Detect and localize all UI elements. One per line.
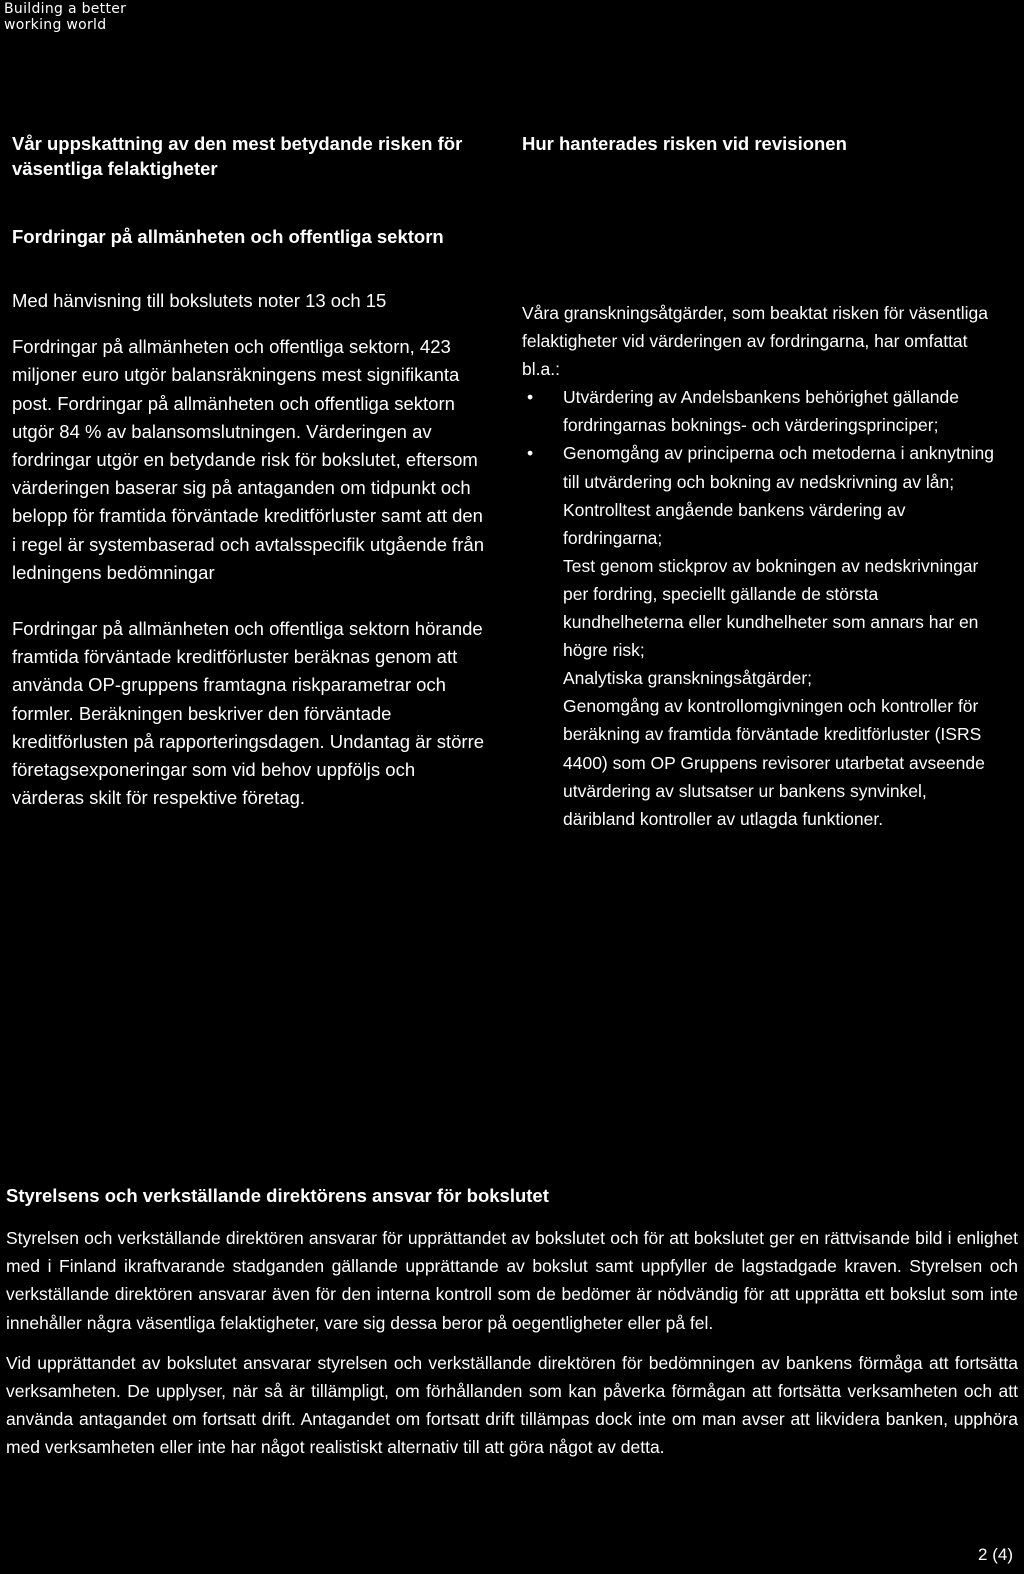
board-paragraph-2: Vid upprättandet av bokslutet ansvarar styrelsen och verkställande direktören för bedömningen av bankens förmåga att fortsätta verksamheten. De upplyser, när så är tillämpligt, om förhållanden som kan påverka förmågan att fortsätta verksamheten och att använda antagandet om fortsatt drift. Antagandet om fortsatt drift tillämpas dock inte om man avser att likvidera banken, upphöra med verksamheten eller inte har något realistiskt alternativ till att göra något av detta.: [6, 1352, 1018, 1458]
board-paragraph-1: Styrelsen och verkställande direktören ansvarar för upprättandet av bokslutet och för att bokslutet ger en rättvisande bild i enlighet med i Finland ikraftvarande stadganden gällande upprättande av bokslut samt uppfyller de lagstadgade kraven. Styrelsen och verkställande direktören ansvarar även för den interna kontroll som de bedömer är nödvändig för att upprätta ett bokslut som inte innehåller några väsentliga felaktigheter, vare sig dessa beror på oegentligheter eller på fel.: [6, 1228, 1018, 1333]
risk-title: Fordringar på allmänheten och offentliga sektorn: [12, 226, 444, 247]
page-number: 2 (4): [978, 1545, 1013, 1564]
audit-procedure-item: Kontrolltest angående bankens värdering av fordringarna;: [563, 499, 906, 548]
section-heading: Styrelsens och verkställande direktörens ansvar för bokslutet: [6, 1185, 549, 1206]
audit-response: [522, 299, 1002, 833]
note-reference: Med hänvisning till bokslutets noter 13 och 15: [12, 290, 387, 311]
right-column-header: Hur hanterades risken vid revisionen: [522, 133, 847, 154]
audit-procedure-item: Test genom stickprov av bokningen av nedskrivningar per fordring, speciellt gällande de största kundhelheterna eller kundhelheter som annars har en högre risk;: [563, 555, 979, 661]
brand-tagline-line1: Building a better: [4, 1, 127, 17]
audit-response-intro: Våra granskningsåtgärder, som beaktat risken för väsentliga felaktigheter vid värderingen av fordringarna, har omfattat bl.a.:: [522, 303, 988, 380]
audit-procedure-item: Analytiska granskningsåtgärder;: [563, 668, 813, 689]
risk-description: [12, 224, 492, 812]
risk-paragraph-1: Fordringar på allmänheten och offentliga sektorn, 423 miljoner euro utgör balansräkningens mest signifikanta post. Fordringar på allmänheten och offentliga sektorn utgör 84 % av balansomslutningen. Värderingen av fordringar utgör en betydande risk för bokslutet, eftersom värderingen baserar sig på antaganden om tidpunkt och belopp för framtida förväntade kreditförluster samt att den i regel är systembaserad och avtalsspecifik utgående från ledningens bedömningar: [12, 336, 485, 583]
audit-procedure-item: • Utvärdering av Andelsbankens behörighet gällande fordringarnas boknings- och värderingsprinciper;: [522, 383, 1002, 439]
brand-tagline: [4, 1, 126, 33]
risk-paragraph-2: Fordringar på allmänheten och offentliga sektorn hörande framtida förväntade kreditförluster beräknas genom att använda OP-gruppens framtagna riskparametrar och formler. Beräkningen beskriver den förväntade kreditförlusten på rapporteringsdagen. Undantag är större företagsexponeringar som vid behov uppföljs och värderas skilt för respektive företag.: [12, 618, 485, 809]
board-responsibility-section: [6, 1183, 1018, 1462]
audit-procedure-item: • Genomgång av principerna och metoderna i anknytning till utvärdering och bokning av nedskrivning av lån;: [522, 439, 1002, 495]
left-column-header: Vår uppskattning av den mest betydande risken för väsentliga felaktigheter: [12, 133, 463, 179]
brand-tagline-line2: working world: [4, 17, 107, 33]
audit-procedures-list: [522, 383, 1002, 833]
audit-procedure-item: Genomgång av kontrollomgivningen och kontroller för beräkning av framtida förväntade kreditförluster (ISRS 4400) som OP Gruppens revisorer utarbetat avseende utvärdering av slutsatser ur bankens synvinkel, däribland kontroller av utlagda funktioner.: [563, 696, 985, 829]
